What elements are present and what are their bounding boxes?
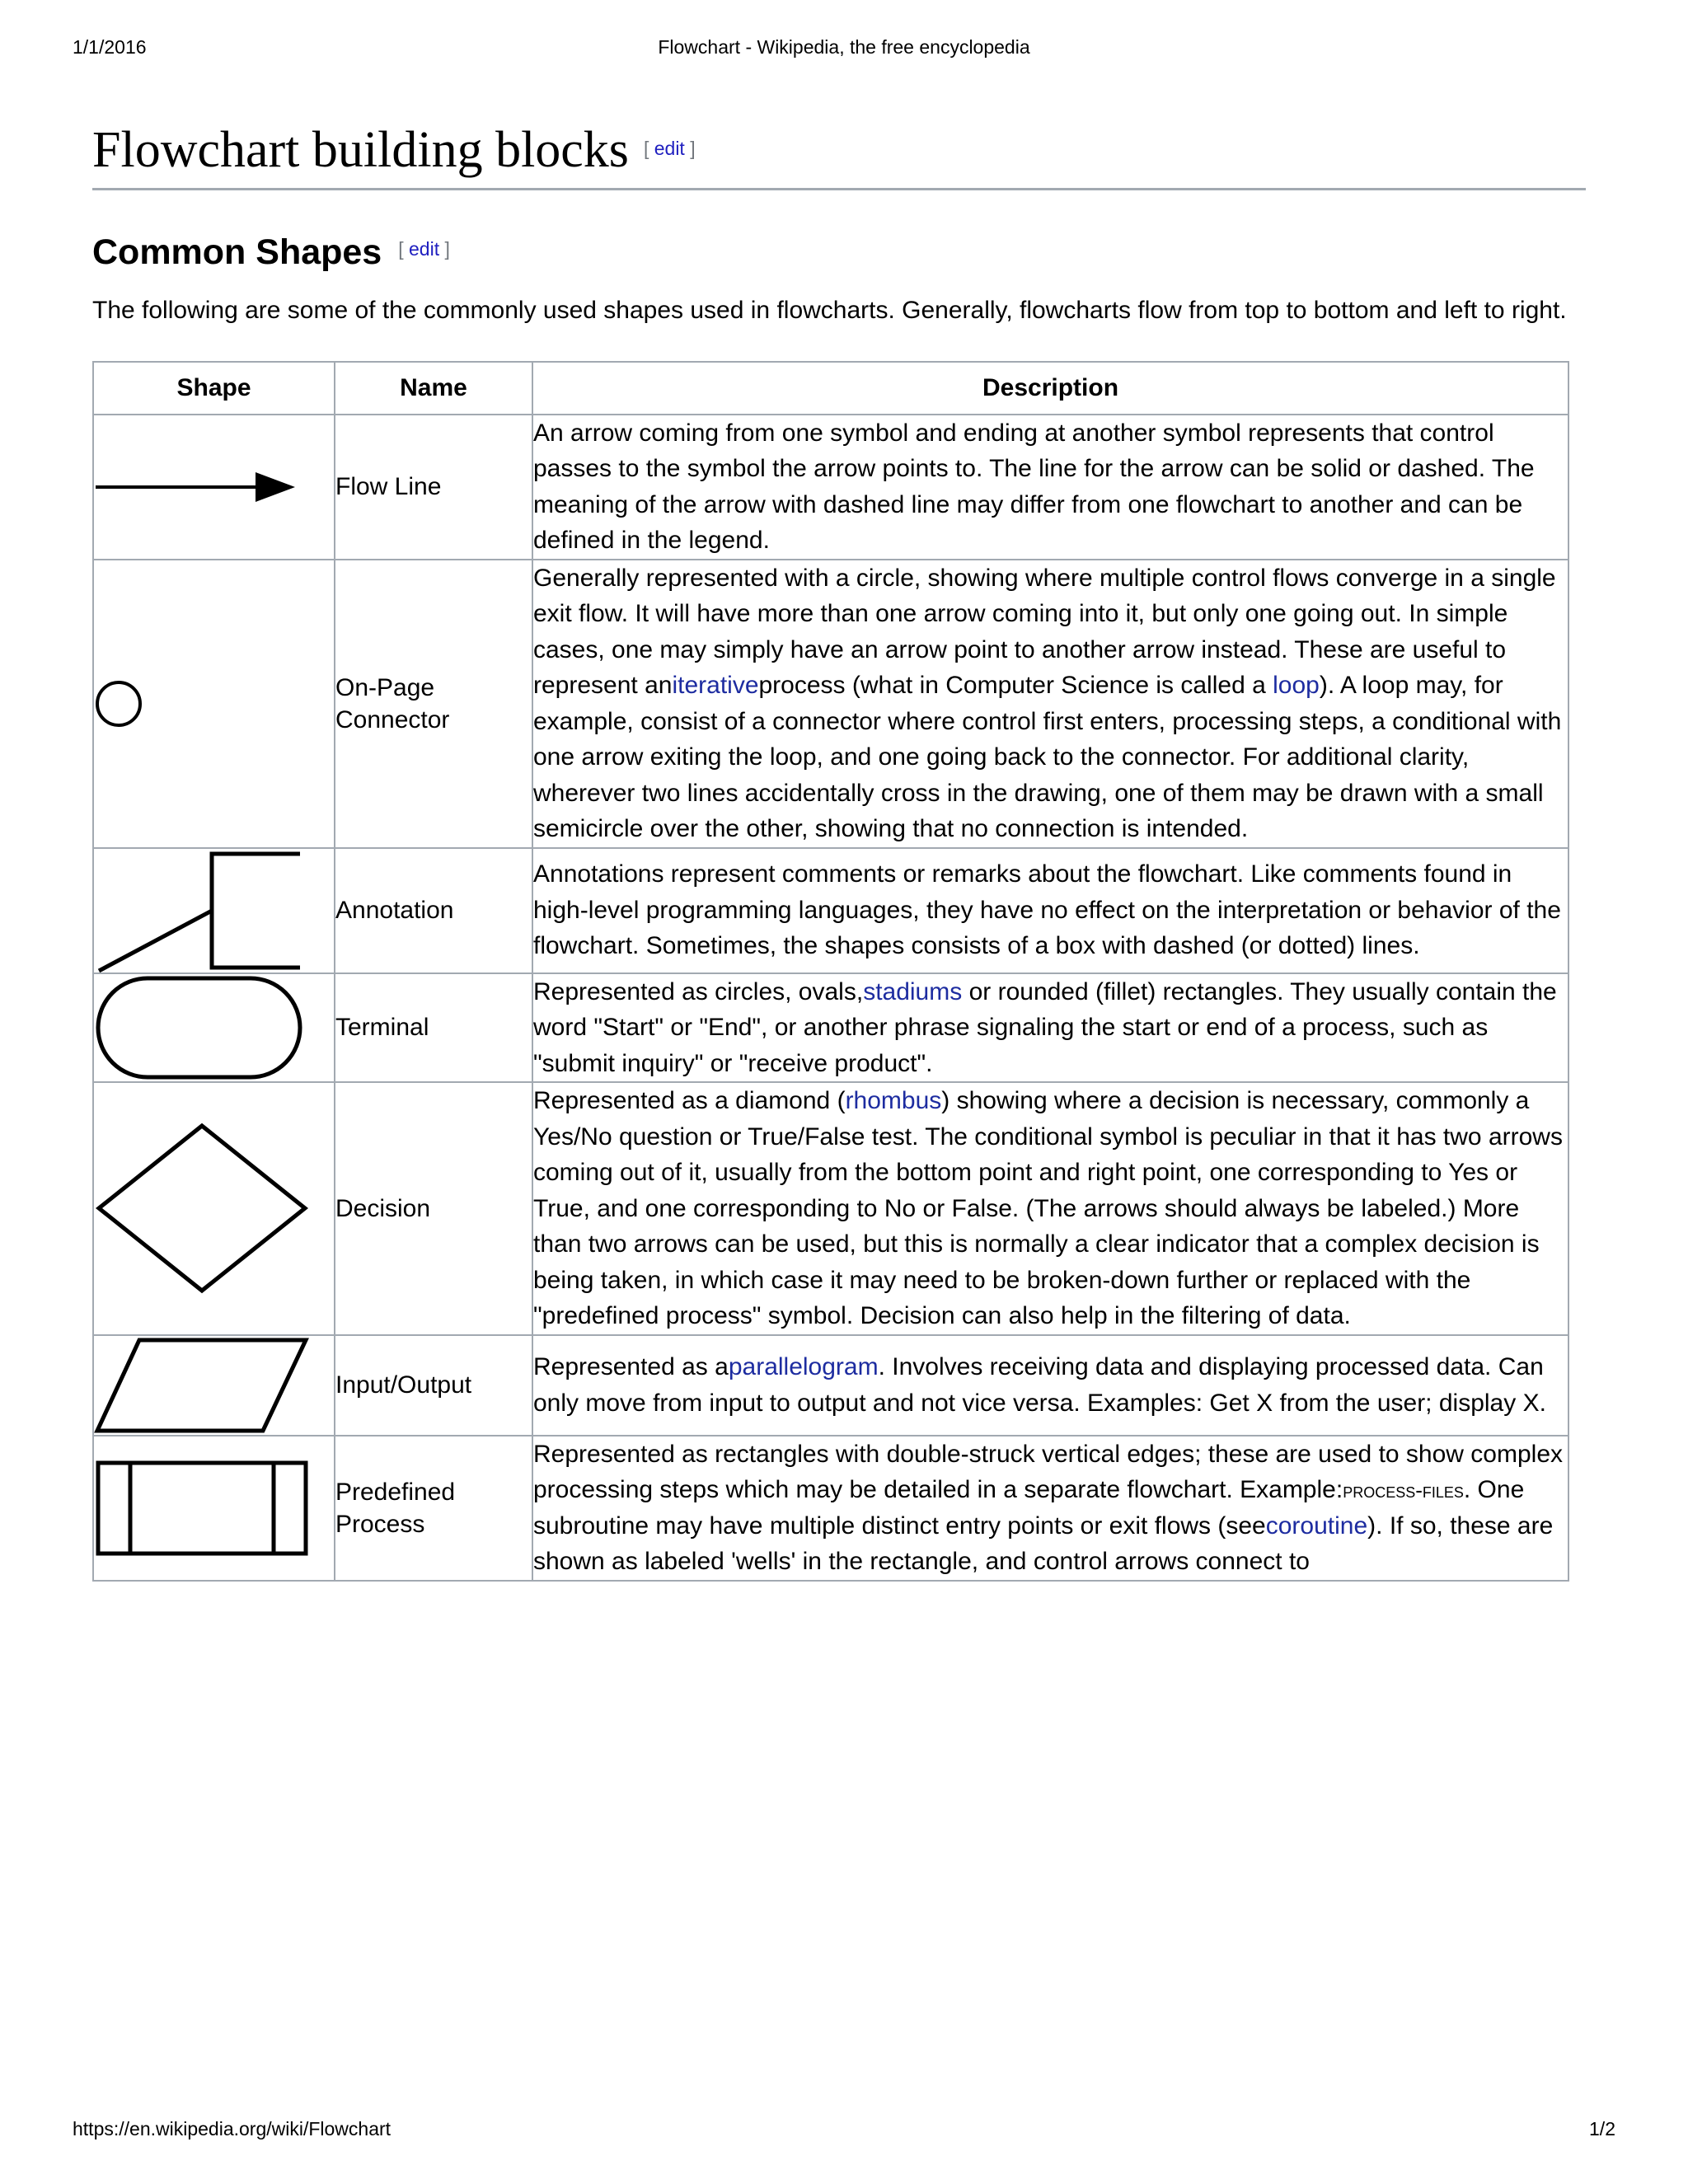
circle-connector-icon [94,671,334,737]
table-header-row [93,362,1568,415]
print-header-document-title: Flowchart - Wikipedia, the free encyclopedia [658,36,1030,58]
print-footer [0,2118,1688,2143]
table-row [93,973,1568,1083]
diamond-decision-icon [94,1121,334,1296]
desc-text-segment: Represented as rectangles with double-struck vertical edges; these are used to show complex processing steps which may be detailed in a separate flowchart. Example: [533,1440,1563,1504]
desc-text-segment: . Involves receiving data and displaying processed data. Can only move from input to output and not vice versa. Examples: Get X from the user; display X. [533,1353,1546,1417]
common-shapes-table [92,361,1569,1582]
section-intro-paragraph: The following are some of the commonly used shapes used in flowcharts. Generally, flowcharts flow from top to bottom and left to right. [92,296,1567,324]
print-header-date: 1/1/2016 [73,36,147,58]
desc-text-segment: ). If so, these are shown as labeled 'wells' in the rectangle, and control arrows connect to [533,1511,1554,1576]
section-heading-edit-wrapper [398,238,450,260]
column-header-description: Description [532,362,1568,415]
shape-cell [93,848,335,973]
shape-cell [93,415,335,560]
desc-text-segment: Represented as a [533,1353,729,1381]
parallelogram-io-icon [94,1336,334,1435]
article-content [92,124,1586,1582]
link-iterative[interactable]: iterative [672,672,759,700]
page-title-text: Flowchart building blocks [92,122,629,178]
shape-name-cell: Decision [335,1082,532,1335]
shape-cell [93,1335,335,1436]
predefined-process-icon [94,1459,334,1558]
shape-name-cell: Flow Line [335,415,532,560]
stadium-terminal-icon [94,974,334,1081]
shape-cell [93,1082,335,1335]
shape-name-cell: Terminal [335,973,532,1083]
table-row [93,415,1568,560]
bracket-close: ] [444,238,450,260]
page-title [92,124,1586,190]
page-title-edit-link[interactable]: edit [654,138,685,159]
shape-cell [93,560,335,848]
shape-description-cell: An arrow coming from one symbol and ending at another symbol represents that control passes to the symbol the arrow points to. The line for the arrow can be solid or dashed. The meaning of the arrow with dashed line may differ from one flowchart to another and can be defined in the legend. [532,415,1568,560]
link-coroutine[interactable]: coroutine [1265,1511,1368,1540]
table-row [93,1436,1568,1581]
shape-cell [93,973,335,1083]
link-stadiums[interactable]: stadiums [863,977,963,1005]
link-parallelogram[interactable]: parallelogram [728,1353,879,1381]
shape-name-cell: Annotation [335,848,532,973]
page-title-edit-wrapper [644,138,696,159]
shape-cell [93,1436,335,1581]
desc-text-segment: ). A loop may, for example, consist of a connector where control first enters, processing steps, a conditional with one arrow exiting the loop, and one going back to the connector. For additional clarity, wherever two lines accidentally cross in the drawing, one of them may be drawn with a small semicircle over the other, showing that no connection is intended. [533,672,1562,843]
desc-text-segment: Represented as a diamond ( [533,1087,846,1115]
smallcaps-process-files: process-files [1343,1478,1464,1503]
desc-text-segment: or rounded (fillet) rectangles. They usually contain the word "Start" or "End", or another phrase signaling the start or end of a process, such as "submit inquiry" or "receive product". [533,977,1557,1077]
flow-line-arrow-icon [94,464,334,510]
shape-description-cell: Annotations represent comments or remarks about the flowchart. Like comments found in high-level programming languages, they have no effect on the interpretation or behavior of the flowchart. Sometimes, the shapes consists of a box with dashed (or dotted) lines. [532,848,1568,973]
table-row [93,560,1568,848]
bracket-close: ] [690,138,696,159]
shape-description-cell [532,560,1568,848]
link-rhombus[interactable]: rhombus [845,1087,942,1115]
shape-name-cell: On-Page Connector [335,560,532,848]
section-heading-text: Common Shapes [92,232,382,273]
desc-text-segment: ) showing where a decision is necessary, commonly a Yes/No question or True/False test. The conditional symbol is peculiar in that it has two arrows coming out of it, usually from the bottom point and right point, one corresponding to Yes or True, and one corresponding to No or False. (The arrows should always be labeled.) More than two arrows can be used, but this is normally a clear indicator that a complex decision is being taken, in which case it may need to be broken-down further or replaced with the "predefined process" symbol. Decision can also help in the filtering of data. [533,1087,1563,1330]
shape-description-cell [532,1436,1568,1581]
desc-text-segment: Generally represented with a circle, showing where multiple control flows converge in a single exit flow. It will have more than one arrow coming into it, but only one going out. In simple cases, one may simply have an arrow point to another arrow instead. These are useful to represent an [533,564,1556,700]
table-row [93,1082,1568,1335]
shape-description-cell [532,973,1568,1083]
desc-text-segment: process (what in Computer Science is called a [758,672,1273,700]
print-footer-url: https://en.wikipedia.org/wiki/Flowchart [73,2118,392,2139]
table-row [93,1335,1568,1436]
link-loop[interactable]: loop [1273,672,1320,700]
bracket-open: [ [643,138,649,159]
annotation-bracket-icon [94,849,334,972]
shape-name-cell: Predefined Process [335,1436,532,1581]
bracket-open: [ [398,238,404,260]
column-header-shape: Shape [93,362,335,415]
desc-text-segment: . One subroutine may have multiple distinct entry points or exit flows (see [533,1476,1525,1540]
shape-description-cell [532,1082,1568,1335]
section-heading-edit-link[interactable]: edit [409,238,440,260]
table-row [93,848,1568,973]
column-header-name: Name [335,362,532,415]
section-heading-common-shapes [92,233,1586,272]
shape-description-cell [532,1335,1568,1436]
print-footer-page-number: 1/2 [1589,2118,1615,2139]
shape-name-cell: Input/Output [335,1335,532,1436]
print-header [0,36,1688,64]
desc-text-segment: Represented as circles, ovals, [533,977,864,1005]
